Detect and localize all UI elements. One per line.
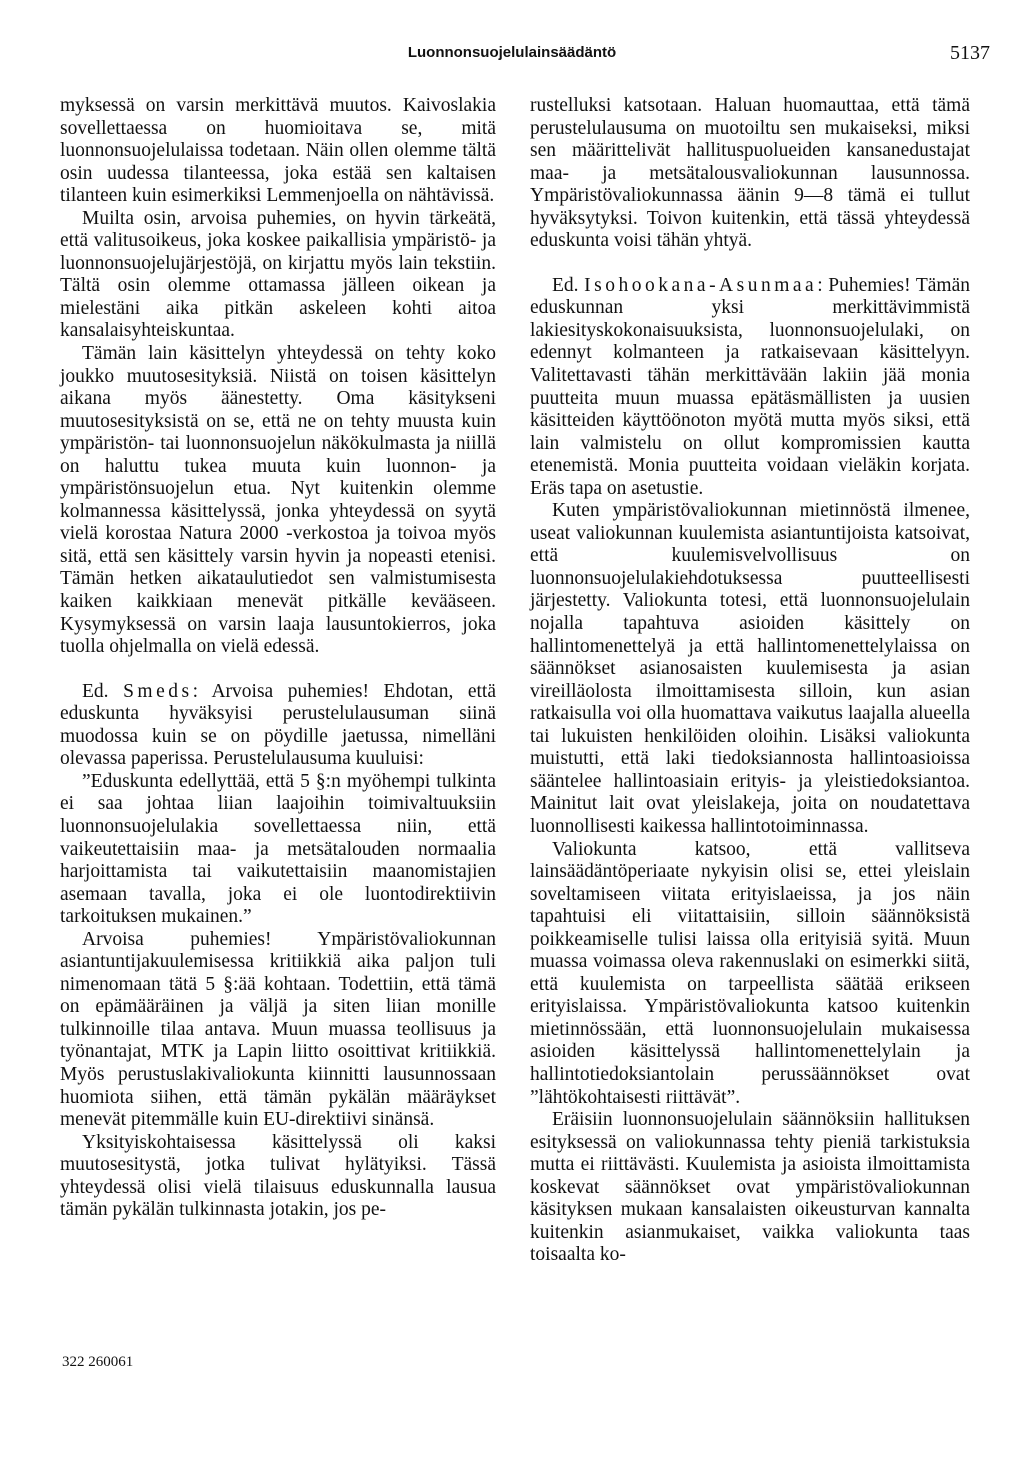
page-number: 5137 <box>950 42 990 64</box>
paragraph: Valiokunta katsoo, että vallitseva lainsäädäntöperiaate nykyisin olisi se, ettei yleislain soveltamiseen viitata erityislaeissa, ja jos näin tapahtuisi eli viitattaisiin, silloin säännöksistä poikkeamiselle tulisi laissa olla erityisiä syitä. Muun muassa voimassa oleva rakennuslaki on esimerkki siitä, että kuulemista on tarpeellista säätää erikseen erityislaissa. Ympäristövaliokunta katsoo kuitenkin mietinnössään, että luonnonsuojelulain mukaisessa asioiden käsittelyssä hallintomenettelylain ja hallintotiedoksiantolain perussäännökset ovat ”lähtökohtaisesti riittävät”. <box>530 838 970 1108</box>
speech-text: : Puhemies! Tämän eduskunnan yksi merkittävimmistä lakiesityskokonaisuuksista, luonnonsuojelulaki, on edennyt kolmanteen ja ratkaisevaan käsittelyyn. Valitettavasti tähän merkittävään lakiin jää monia puutteita muun muassa epätäsmällisten ja uusien käsitteiden käyttöönoton myötä mutta myös siksi, että lain valmistelu on ollut kompromissien kautta etenemistä. Monia puutteita voidaan vieläkin korjata. Eräs tapa on asetustie. <box>530 274 970 499</box>
speaker-paragraph <box>530 275 970 500</box>
paragraph: Tämän lain käsittelyn yhteydessä on tehty koko joukko muutosesityksiä. Niistä on toisen käsittelyn aikana myös äänestetty. Oma käsitykseni muutosesityksistä on se, että ne on tehty muusta kuin ympäristön- tai luonnonsuojelun näkökulmasta ja niillä on haluttu tukea muuta kuin luonnon- ja ympäristönsuojelun etua. Nyt kuitenkin olemme kolmannessa käsittelyssä, jonka yhteydessä on syytä vielä korostaa Natura 2000 -verkostoa ja toivoa myös sitä, että sen käsittely varsin hyvin ja nopeasti etenisi. Tämän hetken aikataulutiedot sen valmistumisesta kaiken kaikkiaan menevät pitkälle kevääseen. Kysymyksessä on varsin laaja lausuntokierros, joka tuolla ohjelmalla on vielä edessä. <box>60 343 496 658</box>
quoted-statement: ”Eduskunta edellyttää, että 5 §:n myöhempi tulkinta ei saa johtaa liian laajoihin toimivaltuuksiin luonnonsuojelulakia sovellettaessa niin, että vaikeutettaisiin maa- ja metsätalouden normaalia harjoittamista tai vaikutettaisiin maanomistajien asemaan tavalla, joka ei ole luontodirektiivin tarkoituksen mukainen.” <box>60 770 496 928</box>
left-text-column <box>60 95 496 1222</box>
paragraph: Eräisiin luonnonsuojelulain säännöksiin hallituksen esityksessä on valiokunnassa tehty pieniä tarkistuksia mutta ei riittävästi. Kuulemista ja asioista ilmoittamista koskevat säännökset ovat ympäristövaliokunnan käsityksen mukaan kansalaisten oikeusturvan kannalta kuitenkin asianmukaiset, vaikka valiokunta taas toisaalta ko- <box>530 1109 970 1266</box>
speech-text: : Arvoisa puhemies! Ehdotan, että eduskunta hyväksyisi perustelulausuman siinä muodossa kuin se on pöydille jaetussa, nimelläni olevassa paperissa. Perustelulausuma kuuluisi: <box>60 680 497 770</box>
speaker-name: Isohookana-Asunmaa <box>584 274 818 296</box>
footer-print-code: 322 260061 <box>62 1354 134 1370</box>
running-header-title: Luonnonsuojelulainsäädäntö <box>407 44 617 61</box>
paragraph: Kuten ympäristövaliokunnan mietinnöstä ilmenee, useat valiokunnan kuulemista asiantuntijoista katsoivat, että kuulemisvelvollisuus on luonnonsuojelulakiehdotuksessa puutteellisesti järjestetty. Valiokunta totesi, että luonnonsuojelulain nojalla tapahtuva asioiden käsittely on hallintomenettelyä ja että hallintomenettelylaissa on säännökset asianosaisten kuulemisesta ja asian vireilläolosta ilmoittamisesta silloin, kun asian ratkaisulla voi olla huomattava vaikutus laajalla alueella tai lukuisten henkilöiden oloihin. Lisäksi valiokunta muistutti, että laki tiedoksiannosta hallintoasioissa sääntelee hallintoasiain erityis- ja yleistiedoksiantoa. Mainitut lait ovat yleislakeja, joita on noudatettava luonnollisesti kaikessa hallintotoiminnassa. <box>530 500 970 837</box>
paragraph: Arvoisa puhemies! Ympäristövaliokunnan asiantuntijakuulemisessa kritiikkiä aika paljon tuli nimenomaan tätä 5 §:ää kohtaan. Todettiin, että tämä on epämääräinen ja väljä ja siten liian monille tulkinnoille tilaa antava. Muun muassa teollisuus ja työnantajat, MTK ja Lapin liitto osoittivat kritiikkiä. Myös perustuslakivaliokunta kiinnitti lausunnossaan huomiota siihen, että tämän pykälän määräykset menevät pitemmälle kuin EU-direktiivi sinänsä. <box>60 928 496 1131</box>
paragraph: myksessä on varsin merkittävä muutos. Kaivoslakia sovellettaessa on huomioitava se, mitä luonnonsuojelulaissa todetaan. Näin ollen olemme tältä osin uudessa tilanteessa, joka estää sen kaltaisen tilanteen kuin esimerkiksi Lemmenjoella on nähtävissä. <box>60 95 496 207</box>
speaker-prefix: Ed. <box>552 274 579 296</box>
speaker-paragraph <box>60 681 496 771</box>
paragraph: rustelluksi katsotaan. Haluan huomauttaa, että tämä perustelulausuma on muotoiltu sen mukaiseksi, miksi sen määrittelivät hallituspuolueiden kansanedustajat maa- ja metsätalousvaliokunnan lausunnossa. Ympäristövaliokunnassa äänin 9—8 tämä ei tullut hyväksytyksi. Toivon kuitenkin, että tässä yhteydessä eduskunta voisi tähän yhtyä. <box>530 95 970 252</box>
paragraph: Yksityiskohtaisessa käsittelyssä oli kaksi muutosesitystä, jotka tulivat hylätyiksi. Tässä yhteydessä olisi vielä tilaisuus eduskunnalla lausua tämän pykälän tulkinnasta jotakin, jos pe- <box>60 1131 496 1221</box>
speaker-name: Smeds <box>123 680 193 702</box>
right-text-column <box>530 95 970 1267</box>
paragraph: Muilta osin, arvoisa puhemies, on hyvin tärkeätä, että valitusoikeus, joka koskee paikallisia ympäristö- ja luonnonsuojelujärjestöjä, on kirjattu myös lain tekstiin. Tältä osin olemme ottamassa jälleen oikean ja mielestäni aika pitkän askeleen kohti aitoa kansalaisyhteiskuntaa. <box>60 207 496 342</box>
speaker-prefix: Ed. <box>82 680 109 702</box>
